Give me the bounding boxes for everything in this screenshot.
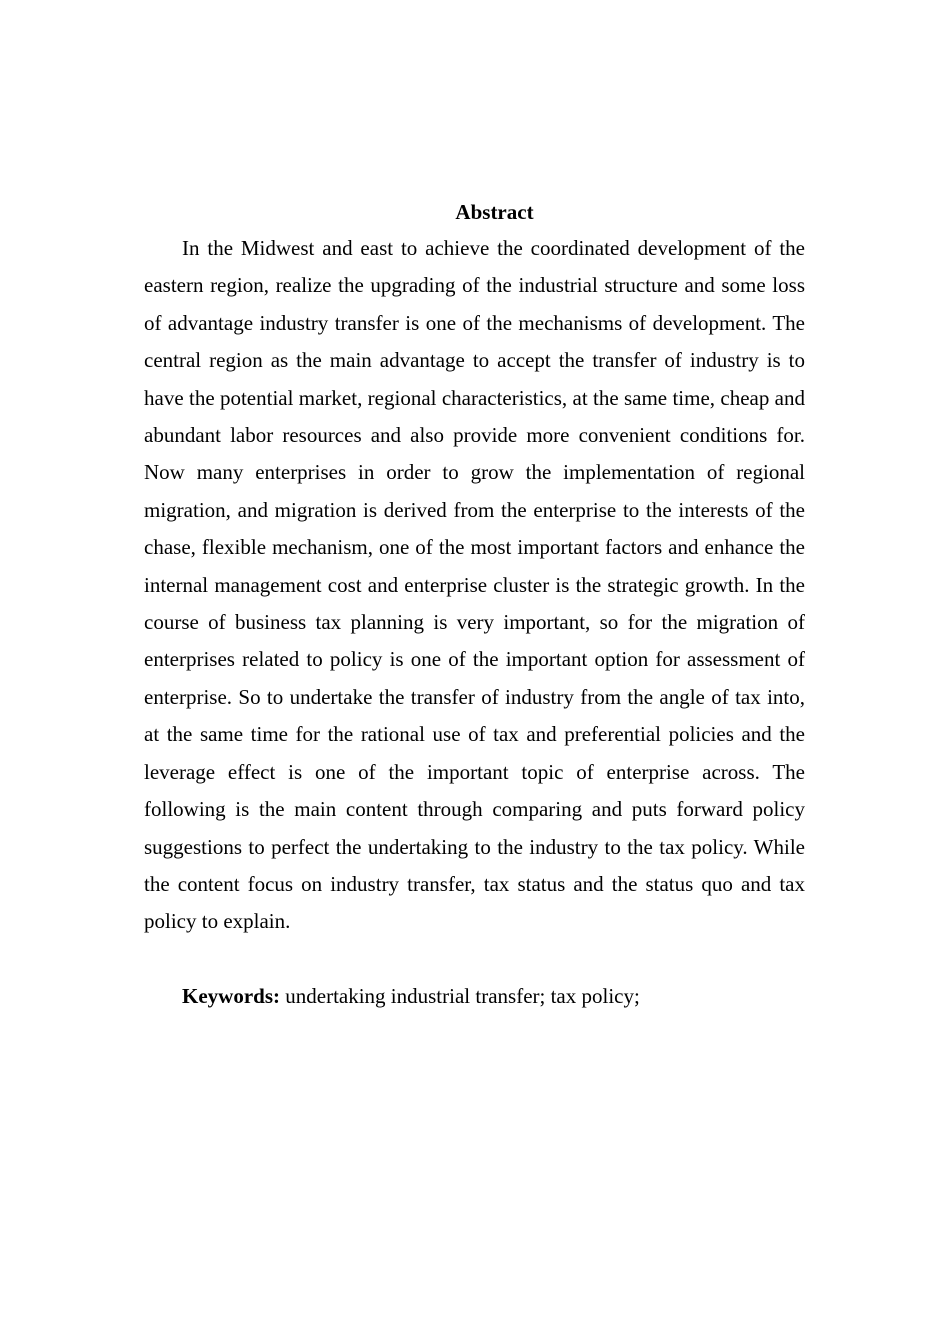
- abstract-title: Abstract: [455, 200, 534, 224]
- abstract-section: [144, 196, 805, 1015]
- keywords-text: undertaking industrial transfer; tax policy;: [280, 983, 640, 1008]
- abstract-body: In the Midwest and east to achieve the coordinated development of the eastern region, realize the upgrading of the industrial structure and some loss of advantage industry transfer is one of the mechanisms of development. The central region as the main advantage to accept the transfer of industry is to have the potential market, regional characteristics, at the same time, cheap and abundant labor resources and also provide more convenient conditions for. Now many enterprises in order to grow the implementation of regional migration, and migration is derived from the enterprise to the interests of the chase, flexible mechanism, one of the most important factors and enhance the internal management cost and enterprise cluster is the strategic growth. In the course of business tax planning is very important, so for the migration of enterprises related to policy is one of the important option for assessment of enterprise. So to undertake the transfer of industry from the angle of tax into, at the same time for the rational use of tax and preferential policies and the leverage effect is one of the important topic of enterprise across. The following is the main content through comparing and puts forward policy suggestions to perfect the undertaking to the industry to the tax policy. While the content focus on industry transfer, tax status and the status quo and tax policy to explain.: [144, 236, 805, 934]
- keywords-label: Keywords:: [182, 983, 280, 1008]
- keywords-line: [144, 978, 805, 1015]
